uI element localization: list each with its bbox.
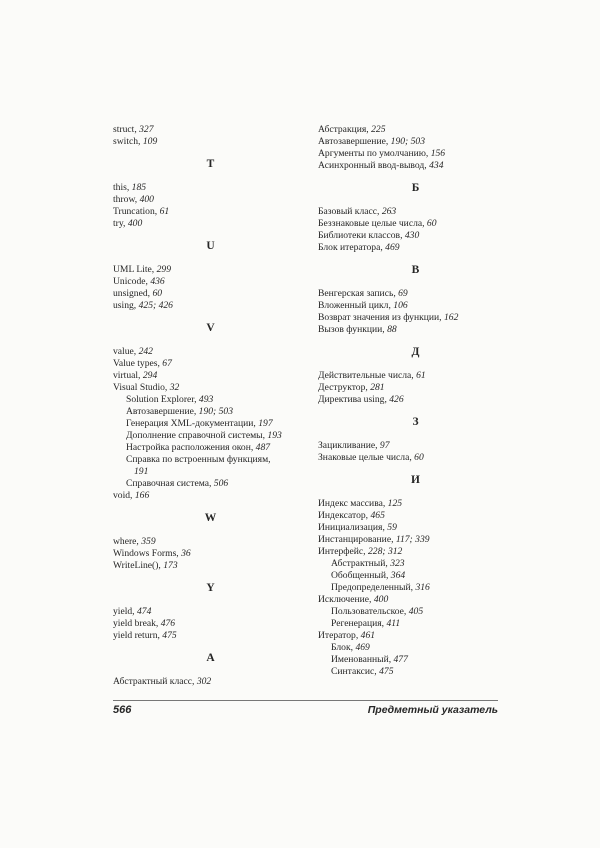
entry-term: struct, [113, 124, 140, 135]
index-entry [113, 548, 308, 560]
entry-pages: 411 [386, 618, 401, 629]
entry-pages: 97 [379, 440, 390, 451]
entry-pages: 294 [142, 370, 158, 381]
entry-term: Исключение, [318, 594, 374, 605]
entry-term: Индекс массива, [318, 498, 388, 509]
entry-pages: 405 [408, 606, 424, 617]
entry-term: yield break, [113, 618, 161, 629]
entry-term: Справочная система, [126, 478, 214, 489]
section-letter: T [206, 158, 215, 170]
entry-pages: 359 [141, 536, 156, 547]
entry-term: virtual, [113, 370, 143, 381]
section-letter: Б [411, 182, 420, 194]
running-title: Предметный указатель [367, 704, 498, 716]
entry-term: Возврат значения из функции, [318, 312, 444, 323]
entry-pages: 190; 503 [198, 406, 234, 417]
index-entry [113, 490, 308, 502]
entry-term: void, [113, 490, 135, 501]
entry-term: Абстрактный класс, [113, 676, 197, 687]
index-entry [318, 370, 513, 382]
index-entry [318, 546, 513, 558]
entry-term: Библиотеки классов, [318, 230, 405, 241]
entry-pages: 430 [404, 230, 420, 241]
index-entry [113, 300, 308, 312]
section-letter: Д [411, 346, 420, 358]
section-letter: В [411, 264, 420, 276]
index-entry [113, 358, 308, 370]
entry-term: Итератор, [318, 630, 361, 641]
index-entry [318, 136, 513, 148]
entry-term: Действительные числа, [318, 370, 417, 381]
entry-term: yield, [113, 606, 137, 617]
entry-term: Автозавершение, [126, 406, 199, 417]
entry-pages: 67 [162, 358, 172, 369]
entry-term: Инициализация, [318, 522, 388, 533]
index-entry [318, 522, 513, 534]
index-entry [318, 510, 513, 522]
entry-term: this, [113, 182, 132, 193]
index-subentry [113, 418, 308, 430]
entry-pages: 364 [390, 570, 406, 581]
entry-pages: 327 [139, 124, 154, 135]
entry-pages: 469 [355, 642, 370, 653]
entry-term: using, [113, 300, 139, 311]
entry-term: Синтаксис, [331, 666, 380, 677]
entry-term: Генерация XML-документации, [126, 418, 259, 429]
entry-term: UML Lite, [113, 264, 157, 275]
entry-term: Вложенный цикл, [318, 300, 394, 311]
index-left-column [113, 124, 308, 688]
entry-term: Базовый класс, [318, 206, 382, 217]
entry-pages: 400 [139, 194, 154, 205]
index-subentry [113, 430, 308, 442]
entry-term: throw, [113, 194, 140, 205]
entry-pages: 166 [134, 490, 150, 501]
entry-term: Блок итератора, [318, 242, 386, 253]
index-entry [318, 218, 513, 230]
entry-pages: 477 [393, 654, 408, 665]
entry-term: value, [113, 346, 139, 357]
entry-term: unsigned, [113, 288, 153, 299]
entry-term: Именованный, [331, 654, 394, 665]
index-subentry [113, 394, 308, 406]
entry-term: Деструктор, [318, 382, 371, 393]
entry-pages: 190; 503 [390, 136, 426, 147]
index-entry [318, 160, 513, 172]
index-subentry [318, 618, 513, 630]
entry-pages: 474 [136, 606, 152, 617]
entry-pages: 323 [390, 558, 405, 569]
entry-pages: 506 [213, 478, 229, 489]
index-right-column [318, 124, 513, 678]
index-subentry [318, 570, 513, 582]
entry-term: Truncation, [113, 206, 160, 217]
entry-pages: 476 [160, 618, 176, 629]
entry-pages: 263 [381, 206, 397, 217]
entry-pages: 61 [416, 370, 426, 381]
entry-term: Аргументы по умолчанию, [318, 148, 431, 159]
index-entry [318, 230, 513, 242]
entry-pages: 156 [430, 148, 446, 159]
entry-pages: 487 [255, 442, 271, 453]
entry-term: Visual Studio, [113, 382, 170, 393]
index-entry [113, 630, 308, 642]
index-entry [113, 206, 308, 218]
entry-term: Венгерская запись, [318, 288, 399, 299]
entry-term: Знаковые целые числа, [318, 452, 415, 463]
entry-pages: 32 [169, 382, 180, 393]
index-entry [113, 124, 308, 136]
entry-term: Абстракция, [318, 124, 372, 135]
entry-pages: 109 [142, 136, 158, 147]
index-entry [318, 394, 513, 406]
index-entry [318, 594, 513, 606]
section-letter: И [411, 474, 420, 486]
entry-pages: 59 [387, 522, 397, 533]
entry-pages: 426 [389, 394, 404, 405]
entry-pages: 197 [258, 418, 273, 429]
entry-pages: 465 [370, 510, 385, 521]
entry-pages: 69 [398, 288, 408, 299]
index-entry [318, 498, 513, 510]
index-subentry [318, 582, 513, 594]
entry-pages: 61 [159, 206, 170, 217]
entry-term: Предопределенный, [331, 582, 416, 593]
index-entry [318, 242, 513, 254]
entry-pages: 475 [379, 666, 394, 677]
entry-term: Unicode, [113, 276, 151, 287]
index-subentry [113, 454, 308, 466]
entry-term: Директива using, [318, 394, 390, 405]
entry-pages: 225 [371, 124, 386, 135]
section-letter: А [206, 652, 215, 664]
entry-term: Обобщенный, [331, 570, 391, 581]
index-entry [113, 218, 308, 230]
index-entry [318, 300, 513, 312]
section-letter: З [412, 416, 419, 428]
entry-pages: 436 [150, 276, 165, 287]
entry-term: Индексатор, [318, 510, 371, 521]
section-letter: V [206, 322, 215, 334]
index-entry [113, 182, 308, 194]
entry-pages: 173 [163, 560, 178, 571]
entry-pages: 242 [138, 346, 153, 357]
entry-pages: 493 [198, 394, 214, 405]
entry-term: Зацикливание, [318, 440, 380, 451]
index-entry [318, 206, 513, 218]
index-entry [113, 194, 308, 206]
entry-pages: 193 [267, 430, 282, 441]
entry-term: Интерфейс, [318, 546, 368, 557]
index-entry [113, 618, 308, 630]
entry-pages: 400 [373, 594, 389, 605]
page-number: 566 [113, 704, 132, 716]
index-entry [318, 312, 513, 324]
index-entry [318, 148, 513, 160]
entry-term: Настройка расположения окон, [126, 442, 256, 453]
index-entry [113, 382, 308, 394]
section-letter: Y [206, 582, 215, 594]
index-subentry [318, 642, 513, 654]
entry-pages: 316 [415, 582, 430, 593]
index-entry [318, 382, 513, 394]
index-entry [113, 370, 308, 382]
entry-pages: 228; 312 [367, 546, 403, 557]
entry-term: Асинхронный ввод-вывод, [318, 160, 430, 171]
entry-term: Справка по встроенным функциям, [126, 454, 271, 465]
index-subentry [113, 466, 308, 478]
index-entry [318, 534, 513, 546]
entry-pages: 60 [426, 218, 437, 229]
section-letter: W [204, 512, 217, 524]
entry-term: Регенерация, [331, 618, 387, 629]
index-entry [318, 124, 513, 136]
index-entry [113, 136, 308, 148]
index-entry [318, 324, 513, 336]
entry-pages: 60 [152, 288, 163, 299]
entry-term: Value types, [113, 358, 163, 369]
entry-term: Вызов функции, [318, 324, 388, 335]
entry-pages: 117; 339 [395, 534, 430, 545]
entry-term: Windows Forms, [113, 548, 182, 559]
index-entry [113, 288, 308, 300]
entry-pages: 400 [127, 218, 143, 229]
entry-pages: 461 [360, 630, 376, 641]
index-entry [113, 560, 308, 572]
index-subentry [318, 666, 513, 678]
index-subentry [113, 406, 308, 418]
index-subentry [318, 558, 513, 570]
entry-term: Пользовательское, [331, 606, 409, 617]
page-footer [113, 700, 498, 721]
index-entry [113, 676, 308, 688]
entry-pages: 299 [156, 264, 171, 275]
entry-pages: 36 [181, 548, 191, 559]
index-subentry [113, 442, 308, 454]
entry-pages: 185 [131, 182, 147, 193]
entry-pages: 281 [370, 382, 385, 393]
section-letter: U [206, 240, 215, 252]
entry-term: Беззнаковые целые числа, [318, 218, 427, 229]
index-entry [113, 346, 308, 358]
index-entry [318, 630, 513, 642]
entry-term: Solution Explorer, [126, 394, 199, 405]
entry-pages: 425; 426 [138, 300, 173, 311]
entry-pages: 106 [393, 300, 408, 311]
entry-term: switch, [113, 136, 143, 147]
entry-term: Автозавершение, [318, 136, 391, 147]
index-entry [113, 276, 308, 288]
entry-pages: 60 [414, 452, 424, 463]
index-entry [318, 288, 513, 300]
entry-pages: 434 [429, 160, 444, 171]
entry-term: try, [113, 218, 128, 229]
entry-pages: 469 [385, 242, 400, 253]
index-subentry [318, 606, 513, 618]
index-subentry [318, 654, 513, 666]
entry-pages: 191 [134, 466, 149, 477]
entry-term: Абстрактный, [331, 558, 391, 569]
entry-pages: 475 [162, 630, 177, 641]
index-entry [113, 264, 308, 276]
entry-term: Дополнение справочной системы, [126, 430, 268, 441]
index-entry [318, 440, 513, 452]
entry-term: Блок, [331, 642, 356, 653]
entry-pages: 302 [196, 676, 212, 687]
index-entry [113, 606, 308, 618]
index-subentry [113, 478, 308, 490]
entry-term: Инстанцирование, [318, 534, 396, 545]
entry-term: where, [113, 536, 142, 547]
index-entry [113, 536, 308, 548]
index-entry [318, 452, 513, 464]
entry-pages: 88 [387, 324, 397, 335]
entry-term: yield return, [113, 630, 163, 641]
entry-pages: 162 [443, 312, 459, 323]
entry-pages: 125 [387, 498, 403, 509]
entry-term: WriteLine(), [113, 560, 164, 571]
